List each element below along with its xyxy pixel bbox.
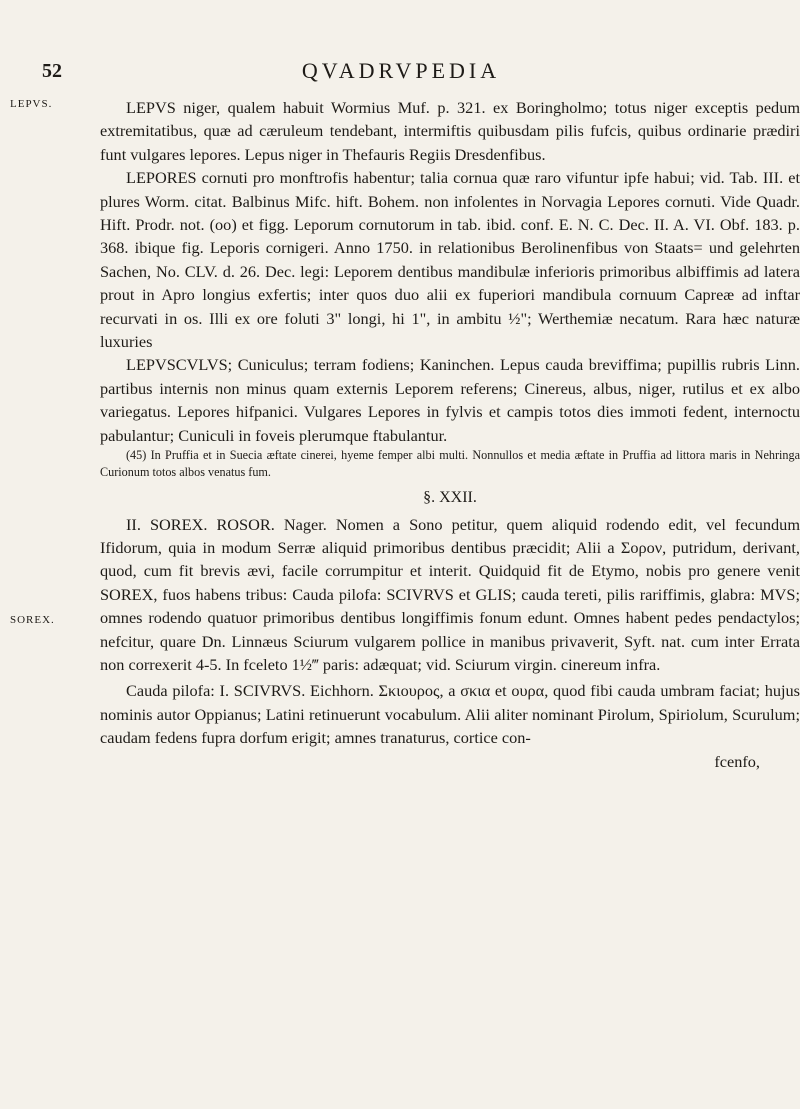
lepus-niger-paragraph: LEPVS niger, qualem habuit Wormius Muf. p. 321. ex Boringholmo; totus niger exceptis pedum extremitatibus, quæ ad cæruleum tendebant, intermiftis quibusdam pilis fufcis, quibus ordinarie prædiri funt vulgares lepores. Lepus niger in Thefauris Regiis Dresdenfibus.	[100, 98, 800, 164]
lepores-cornuti-paragraph: LEPORES cornuti pro monftrofis habentur; talia cornua quæ raro vifuntur ipfe habui; vid. Tab. III. et plures Worm. citat. Balbinus Mifc. hift. Bohem. non infolentes in Norvagia Lepores cornuti. Vide Quadr. Hift. Prodr. not. (oo) et figg. Leporum cornutorum in tab. ibid. conf. E. N. C. Dec. II. A. VI. Obf. 183. p. 368. ibique fig. Leporis cornigeri. Anno 1750. in relationibus Berolinenfibus von Staats= und gelehrten Sachen, No. CLV. d. 26. Dec. legi: Leporem dentibus mandibulæ inferioris primoribus albiffimis ad latera prout in Apro longius exfertis; inter quos duo alii ex fuperiori mandibula cornuum Capreæ ad inftar recurvati in os. Illi ex ore foluti 3" longi, hi 1", in ambitu ½"; Werthemiæ necatum. Rara hæc naturæ luxuries	[100, 168, 800, 352]
catchword: fcenfo,	[714, 751, 760, 771]
footnote-45: (45) In Pruffia et in Suecia æftate cinerei, hyeme femper albi multi. Nonnullos et media æftate in Pruffia ad littora maris in Nehringa Curionum totos albos venatus fum.	[100, 448, 800, 480]
running-title: QVADRVPEDIA	[301, 58, 501, 83]
section-heading: §. XXII.	[423, 489, 477, 507]
sorex-paragraph: II. SOREX. ROSOR. Nager. Nomen a Sono petitur, quem aliquid rodendo edit, vel fecundum Ifidorum, quia in modum Serræ aliquid primoribus dentibus præcidit; Alii a Σορον, putridum, derivant, quod, cum fit brevis ævi, facile corrumpitur et interit. Quidquid fit de Etymo, nobis pro genere venit SOREX, fuos habens tribus: Cauda pilofa: SCIVRVS et GLIS; cauda tereti, pilis rariffimis, glabra: MVS; omnes rodendo quatuor primoribus dentibus longiffimis fonum edunt. Omnes habent pedes pendactylos; nefcitur, quare Dn. Linnæus Sciurum vulgarem pollice in manibus privaverit, Syft. nat. cum inter Errata non correxerit 4-5. In fceleto 1½‴ paris: adæquat; vid. Sciurum virgin. cinereum infra.	[100, 514, 800, 674]
lepusculus-paragraph: LEPVSCVLVS; Cuniculus; terram fodiens; Kaninchen. Lepus cauda breviffima; pupillis rubris Linn. partibus internis non minus quam externis Leporem referens; Cinereus, albus, niger, rutilus et ex albo variegatus. Lepores hifpanici. Vulgares Lepores in fylvis et campis totos dies immoti fedent, internoctu pabulantur; Cuniculi in foveis plerumque ftabulantur.	[100, 355, 800, 445]
page-number: 52	[42, 60, 62, 82]
sciurus-paragraph: Cauda pilofa: I. SCIVRVS. Eichhorn. Σκιουρος, a σκια et ουρα, quod fibi cauda umbram faciat; hujus nominis autor Oppianus; Latini retinuerunt vocabulum. Alii aliter nominant Pirolum, Spiriolum, Scurulum; caudam fedens fupra dorfum erigit; amnes tranaturus, cortice con-	[100, 681, 800, 748]
page-header	[42, 58, 760, 86]
main-text	[100, 96, 800, 773]
margin-label-sorex: SOREX.	[10, 614, 55, 626]
margin-label-lepus: LEPVS.	[10, 98, 53, 110]
